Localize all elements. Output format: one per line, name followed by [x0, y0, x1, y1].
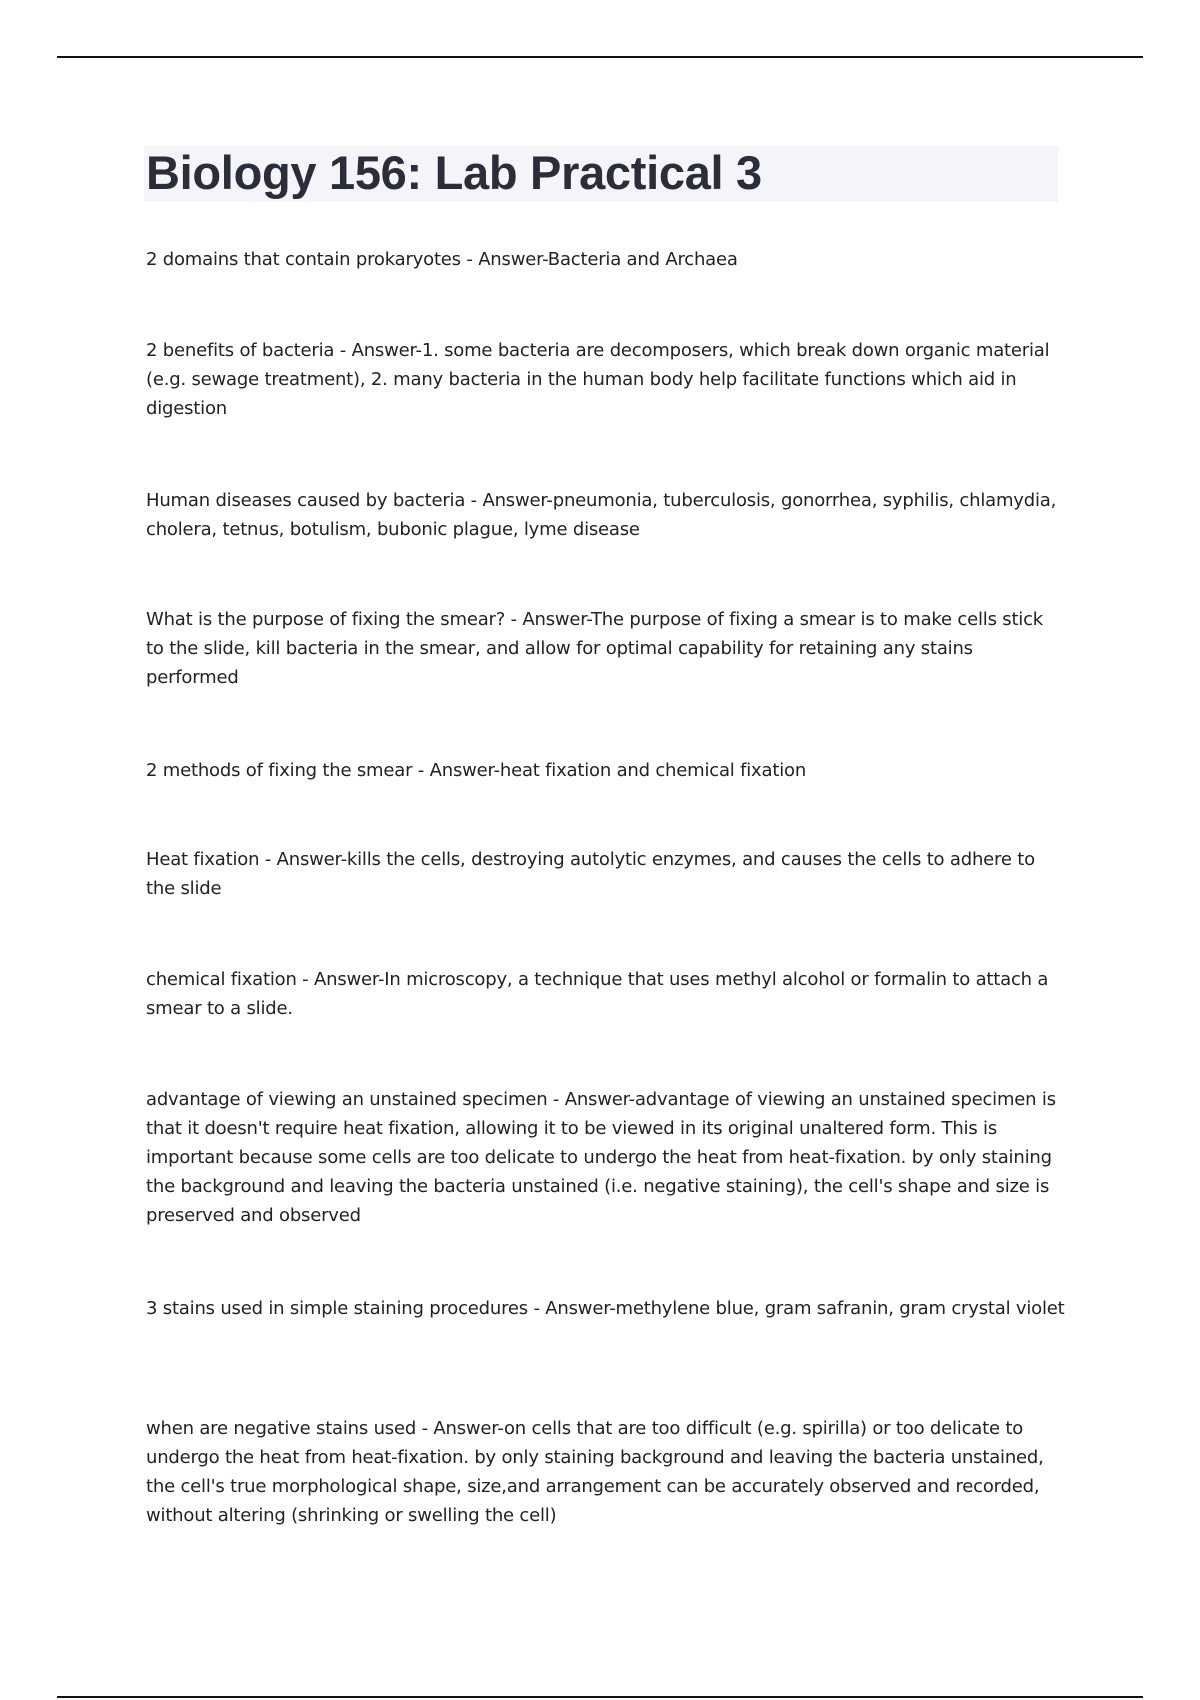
qa-entry-10: when are negative stains used - Answer-on cells that are too difficult (e.g. spirilla) or too delicate to undergo the heat from heat-fixation. by only staining background and leaving the bacteria unstained, the cell's true morphological shape, size,and arrangement can be accurately observed and recorded, without altering (shrinking or swelling the cell) [146, 1418, 1044, 1526]
qa-entry-1: 2 domains that contain prokaryotes - Answer-Bacteria and Archaea [146, 249, 738, 270]
qa-entry-9: 3 stains used in simple staining procedures - Answer-methylene blue, gram safranin, gram crystal violet [146, 1298, 1065, 1319]
document-title: Biology 156: Lab Practical 3 [146, 146, 762, 199]
qa-entry-5: 2 methods of fixing the smear - Answer-heat fixation and chemical fixation [146, 760, 807, 781]
top-divider [57, 56, 1143, 58]
qa-entry-6: Heat fixation - Answer-kills the cells, destroying autolytic enzymes, and causes the cells to adhere to the slide [146, 849, 1035, 899]
bottom-divider [57, 1696, 1143, 1698]
qa-entry-3: Human diseases caused by bacteria - Answer-pneumonia, tuberculosis, gonorrhea, syphilis, chlamydia, cholera, tetnus, botulism, bubonic plague, lyme disease [146, 490, 1057, 540]
qa-entry-2: 2 benefits of bacteria - Answer-1. some bacteria are decomposers, which break down organic material (e.g. sewage treatment), 2. many bacteria in the human body help facilitate functions which aid in digestion [146, 340, 1050, 419]
qa-entry-8: advantage of viewing an unstained specimen - Answer-advantage of viewing an unstained specimen is that it doesn't require heat fixation, allowing it to be viewed in its original unaltered form. This is important because some cells are too delicate to undergo the heat from heat-fixation. by only staining the background and leaving the bacteria unstained (i.e. negative staining), the cell's shape and size is preserved and observed [146, 1089, 1056, 1226]
qa-entry-7: chemical fixation - Answer-In microscopy, a technique that uses methyl alcohol or formalin to attach a smear to a slide. [146, 969, 1049, 1019]
qa-entry-4: What is the purpose of fixing the smear? - Answer-The purpose of fixing a smear is to make cells stick to the slide, kill bacteria in the smear, and allow for optimal capability for retaining any stains performed [146, 609, 1044, 688]
